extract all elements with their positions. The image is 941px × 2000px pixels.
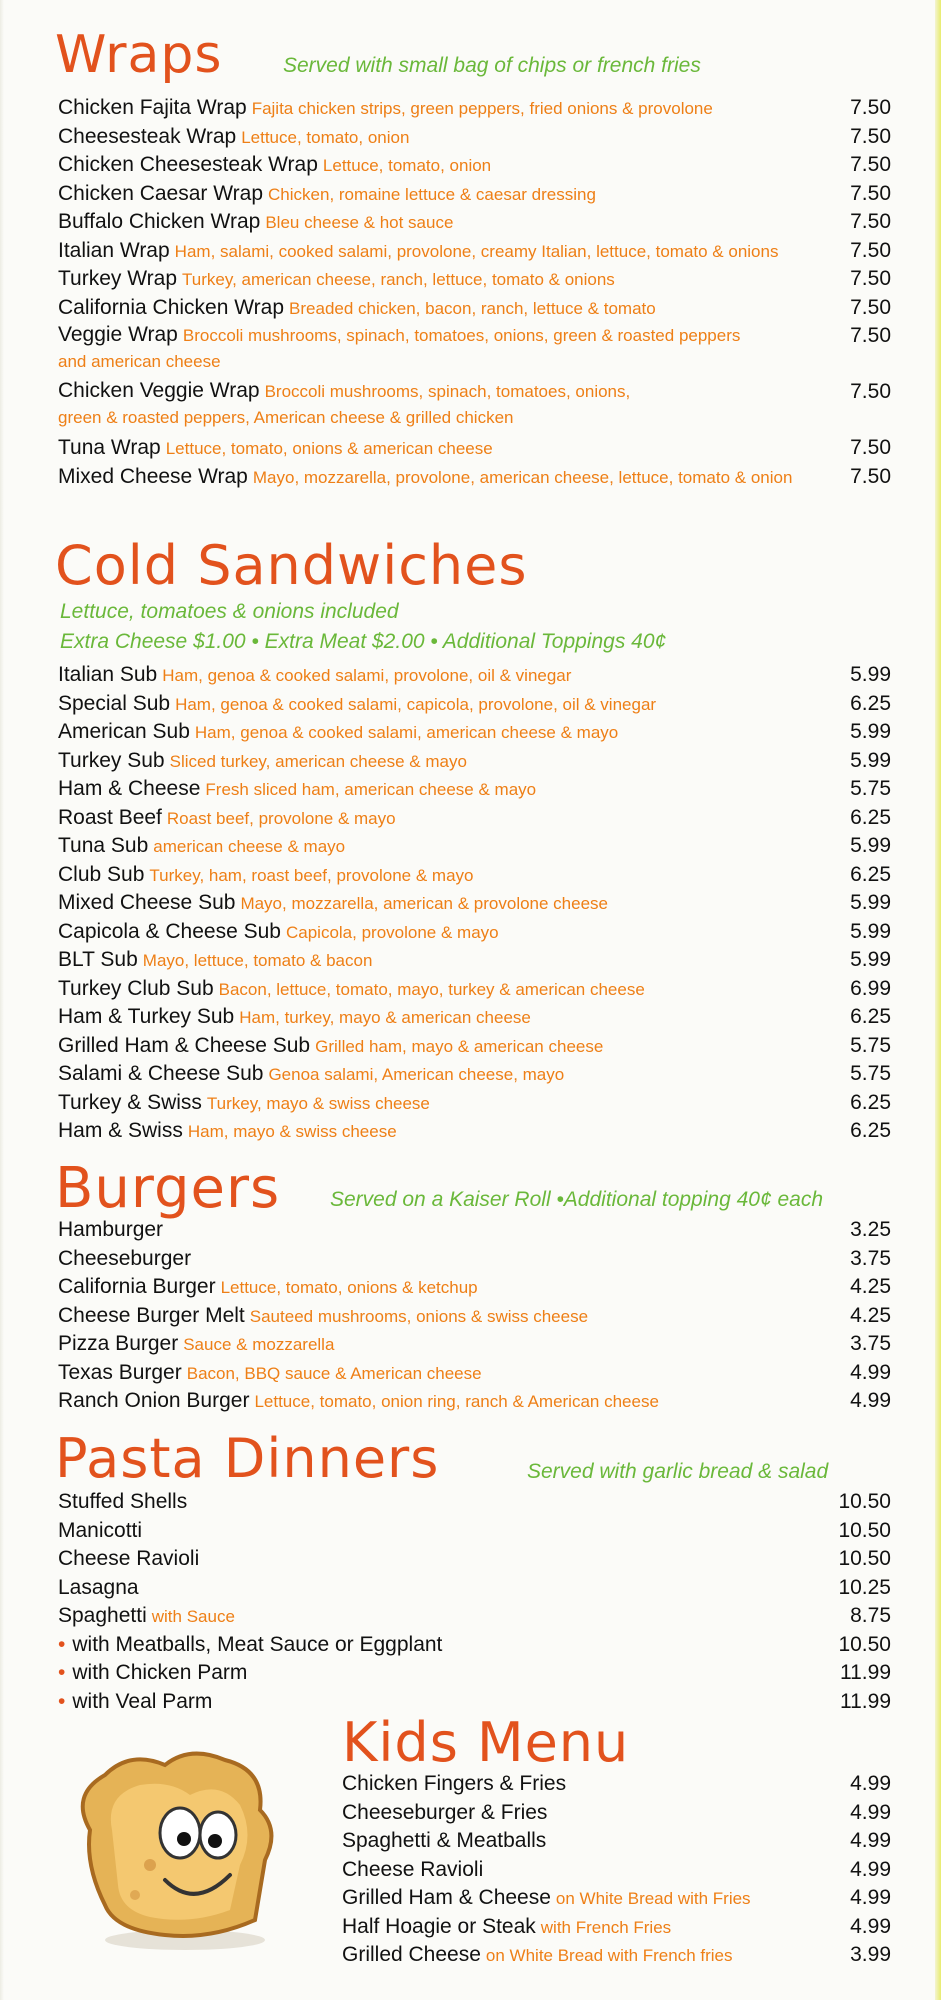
- pasta-dinners-title: Pasta Dinners: [55, 1427, 440, 1490]
- wraps-section: [0, 24, 941, 491]
- menu-item-name: Turkey Wrap: [58, 267, 178, 290]
- menu-item-price: 11.99: [840, 1661, 891, 1684]
- menu-item-name: Grilled Ham & Cheese: [342, 1886, 551, 1909]
- menu-item-name-line: [58, 832, 345, 862]
- menu-item-name: Roast Beef: [58, 805, 162, 829]
- menu-item-description: Lettuce, tomato, onions & ketchup: [220, 1278, 478, 1297]
- menu-item-name-line: [58, 861, 474, 891]
- menu-item-name: California Chicken Wrap: [58, 295, 285, 319]
- menu-item-row: [0, 690, 941, 719]
- menu-item-price: 3.99: [850, 1943, 891, 1966]
- menu-item-description: Turkey, american cheese, ranch, lettuce, tomato & onions: [182, 270, 615, 289]
- menu-item-name-line: [58, 1089, 430, 1119]
- menu-item-price: 4.99: [850, 1772, 891, 1795]
- menu-item-name-line: [58, 1273, 478, 1303]
- menu-item-description: Bacon, BBQ sauce & American cheese: [186, 1363, 482, 1383]
- menu-item-description: Fresh sliced ham, american cheese & mayo: [205, 780, 537, 799]
- menu-item-row: [0, 1302, 941, 1331]
- menu-item-name-line: [342, 1884, 751, 1914]
- menu-item-name-line: [58, 94, 713, 124]
- menu-item-price: 5.99: [850, 891, 891, 914]
- menu-item-description: with Sauce: [151, 1607, 235, 1626]
- menu-item-description: Bleu cheese & hot sauce: [265, 213, 454, 232]
- menu-item-name-line: [58, 294, 656, 324]
- cold-sandwiches-header: [0, 535, 941, 597]
- menu-item-name: Tuna Wrap: [58, 436, 161, 459]
- cold-sandwiches-section: [0, 535, 941, 1146]
- menu-item-name: Stuffed Shells: [58, 1490, 188, 1513]
- menu-item-name-line: [342, 1913, 671, 1943]
- menu-item-row: [0, 1488, 941, 1517]
- menu-item-name: Spaghetti: [58, 1604, 147, 1627]
- menu-item-price: 3.75: [850, 1332, 891, 1355]
- menu-item-description: Breaded chicken, bacon, ranch, lettuce & tomato: [289, 298, 656, 318]
- menu-item-name-line: [58, 1302, 588, 1332]
- kids-menu-list: [330, 1770, 941, 1970]
- menu-item-name-line: [58, 1387, 659, 1417]
- menu-item-name: Cheesesteak Wrap: [58, 124, 237, 148]
- menu-item-price: 4.99: [850, 1800, 891, 1824]
- menu-item-name-line: [58, 180, 596, 210]
- cold-sandwiches-title: Cold Sandwiches: [55, 534, 528, 597]
- menu-item-name-line: [58, 804, 396, 834]
- menu-item-row: [0, 918, 941, 947]
- menu-item-name-line: [342, 1827, 546, 1856]
- menu-item-description: Turkey, mayo & swiss cheese: [206, 1093, 430, 1113]
- menu-item-price: 7.50: [850, 124, 891, 148]
- menu-item-price: 11.99: [840, 1689, 891, 1713]
- bullet-marker: •: [58, 1661, 66, 1684]
- menu-item-description: Lettuce, tomato, onion: [322, 156, 492, 175]
- menu-item-price: 10.50: [838, 1518, 891, 1542]
- menu-item-description: on White Bread with Fries: [555, 1889, 751, 1908]
- menu-item-row: [0, 946, 941, 975]
- menu-item-description: with French Fries: [540, 1917, 672, 1937]
- pasta-dinners-subtitle: Served with garlic bread & salad: [527, 1460, 829, 1483]
- menu-item-row: [0, 1359, 941, 1388]
- menu-item-row: [0, 123, 941, 152]
- menu-item-name-line: [58, 1488, 187, 1517]
- menu-item-name: Texas Burger: [58, 1360, 182, 1384]
- bullet-marker: •: [58, 1689, 66, 1713]
- menu-item-name: BLT Sub: [58, 948, 138, 971]
- kids-menu-title: Kids Menu: [342, 1711, 630, 1774]
- menu-item-name-line: [58, 378, 818, 404]
- wraps-subtitle: Served with small bag of chips or french fries: [283, 54, 701, 77]
- menu-item-name-line: [58, 1003, 531, 1033]
- menu-item-price: 4.99: [850, 1886, 891, 1909]
- menu-item-row: [0, 1060, 941, 1089]
- burgers-header: [0, 1158, 941, 1220]
- menu-item-price: 7.50: [850, 295, 891, 319]
- menu-item-name-line: [58, 151, 491, 181]
- menu-item-description: Sauce & mozzarella: [183, 1335, 335, 1354]
- menu-item-price: 5.75: [850, 1033, 891, 1057]
- menu-item-price: 5.99: [850, 720, 891, 743]
- menu-item-price: 5.99: [850, 834, 891, 857]
- menu-item-name: Ham & Swiss: [58, 1119, 183, 1142]
- menu-item-price: 4.25: [850, 1275, 891, 1298]
- menu-item-row: [0, 661, 941, 690]
- menu-item-name-line: [58, 1545, 199, 1574]
- menu-item-name: Tuna Sub: [58, 834, 149, 857]
- menu-item-price: 6.25: [850, 805, 891, 829]
- bullet-marker: •: [58, 1632, 66, 1656]
- menu-item-name: with Meatballs, Meat Sauce or Eggplant: [72, 1632, 443, 1656]
- menu-item-name-line: [58, 208, 453, 238]
- menu-item-row: [0, 94, 941, 123]
- menu-item-price: 6.25: [850, 862, 891, 886]
- menu-item-name: Ham & Cheese: [58, 777, 201, 800]
- menu-item-name: Buffalo Chicken Wrap: [58, 210, 261, 233]
- menu-item-price: 7.50: [850, 181, 891, 205]
- menu-item-name-line: [58, 1216, 163, 1245]
- menu-item-name-line: [58, 1032, 603, 1062]
- burgers-section: [0, 1158, 941, 1416]
- menu-item-name-line: [58, 1245, 191, 1274]
- menu-item-price: 3.75: [850, 1246, 891, 1270]
- menu-item-name: Chicken Fajita Wrap: [58, 96, 247, 119]
- menu-item-row: [330, 1884, 941, 1913]
- menu-item-description-continued: green & roasted peppers, American cheese & grilled chicken: [58, 408, 514, 427]
- menu-item-name: Club Sub: [58, 862, 145, 886]
- menu-item-description: Ham, genoa & cooked salami, capicola, provolone, oil & vinegar: [175, 694, 657, 714]
- menu-item-price: 8.75: [850, 1604, 891, 1627]
- menu-item-row: [0, 463, 941, 492]
- menu-item-row: [0, 747, 941, 776]
- menu-item-name-line: [58, 1517, 142, 1546]
- menu-item-name-line: [58, 265, 615, 295]
- menu-item-row: [0, 1574, 941, 1603]
- menu-item-name-line: [58, 322, 818, 348]
- menu-item-name-line: [58, 690, 656, 720]
- menu-item-description: Lettuce, tomato, onion ring, ranch & American cheese: [254, 1392, 659, 1411]
- menu-item-name: Turkey & Swiss: [58, 1090, 202, 1114]
- menu-item-name: Hamburger: [58, 1218, 164, 1241]
- kids-menu-section: [330, 1712, 941, 1970]
- menu-item-row: [0, 265, 941, 294]
- menu-item-price: 10.25: [838, 1575, 891, 1599]
- menu-item-description: Ham, turkey, mayo & american cheese: [239, 1008, 531, 1027]
- menu-item-name: Cheeseburger & Fries: [342, 1800, 548, 1824]
- menu-item-name: Lasagna: [58, 1575, 139, 1599]
- menu-item-row: [0, 889, 941, 918]
- menu-item-description: Bacon, lettuce, tomato, mayo, turkey & american cheese: [218, 979, 645, 999]
- menu-item-description-continued: and american cheese: [58, 352, 221, 371]
- cold-sandwiches-note-included: Lettuce, tomatoes & onions included: [60, 600, 399, 623]
- menu-item-name: Chicken Veggie Wrap: [58, 379, 260, 402]
- menu-item-name: Cheese Burger Melt: [58, 1303, 245, 1327]
- menu-item-row: [0, 1602, 941, 1631]
- menu-item-price: 7.50: [850, 324, 891, 347]
- menu-item-name: Salami & Cheese Sub: [58, 1062, 264, 1085]
- menu-item-name-line: [58, 463, 792, 493]
- menu-item-name: Chicken Caesar Wrap: [58, 181, 264, 205]
- menu-item-row: [0, 151, 941, 180]
- menu-item-price: 7.50: [850, 153, 891, 176]
- menu-item-name-line: [58, 1574, 139, 1603]
- menu-item-row: [0, 1003, 941, 1032]
- menu-item-price: 3.25: [850, 1218, 891, 1241]
- menu-item-name-line: [58, 1330, 334, 1360]
- menu-item-price: 4.99: [850, 1829, 891, 1852]
- menu-item-name-line: [342, 1941, 733, 1971]
- menu-item-name: Cheese Ravioli: [342, 1857, 484, 1881]
- menu-item-name: Cheeseburger: [58, 1246, 192, 1270]
- menu-item-description: Lettuce, tomato, onion: [241, 127, 410, 147]
- menu-item-price: 7.50: [850, 267, 891, 290]
- menu-item-name-line: [58, 237, 778, 267]
- menu-item-row: [330, 1856, 941, 1885]
- menu-item-row: [0, 1631, 941, 1660]
- menu-item-name: Italian Sub: [58, 663, 158, 686]
- menu-item-description: Mayo, lettuce, tomato & bacon: [142, 951, 373, 970]
- menu-item-row: [0, 208, 941, 237]
- menu-item-price: 7.50: [850, 380, 891, 403]
- menu-item-price: 6.25: [850, 691, 891, 715]
- menu-item-price: 5.99: [850, 948, 891, 971]
- menu-item-row: [0, 1216, 941, 1245]
- menu-item-description: Broccoli mushrooms, spinach, tomatoes, onions,: [264, 382, 631, 401]
- menu-item-description: Fajita chicken strips, green peppers, fried onions & provolone: [251, 99, 713, 118]
- menu-item-row: [0, 1517, 941, 1546]
- menu-item-price: 7.50: [850, 238, 891, 262]
- menu-item-name: Manicotti: [58, 1518, 143, 1542]
- menu-item-row: [330, 1941, 941, 1970]
- menu-item-name-line: [58, 1631, 442, 1660]
- menu-item-name-line: [58, 1659, 247, 1688]
- wraps-title: Wraps: [55, 25, 223, 85]
- wraps-header: [0, 24, 941, 86]
- menu-item-price: 10.50: [838, 1490, 891, 1513]
- menu-item-name: American Sub: [58, 720, 190, 743]
- menu-item-name: Turkey Sub: [58, 748, 165, 772]
- menu-item-description: Ham, genoa & cooked salami, provolone, oil & vinegar: [162, 666, 572, 685]
- menu-item-description: Mayo, mozzarella, provolone, american cheese, lettuce, tomato & onion: [252, 467, 793, 487]
- menu-item-name: Chicken Cheesesteak Wrap: [58, 153, 318, 176]
- menu-item-price: 4.99: [850, 1389, 891, 1412]
- menu-item-description: Capicola, provolone & mayo: [285, 922, 499, 942]
- menu-item-name: Pizza Burger: [58, 1332, 179, 1355]
- menu-item-name-line: [58, 775, 536, 805]
- menu-item-price: 6.25: [850, 1005, 891, 1028]
- cold-sandwiches-list: [0, 661, 941, 1146]
- menu-item-description: Genoa salami, American cheese, mayo: [268, 1065, 565, 1084]
- menu-item-name: Cheese Ravioli: [58, 1547, 200, 1570]
- pasta-dinners-section: [0, 1428, 941, 1716]
- burgers-title: Burgers: [55, 1156, 281, 1221]
- menu-item-name-line: [58, 718, 618, 748]
- menu-item-price: 4.99: [850, 1857, 891, 1881]
- menu-item-description: Chicken, romaine lettuce & caesar dressing: [268, 184, 596, 204]
- menu-item-name: California Burger: [58, 1275, 216, 1298]
- menu-item-description: Ham, genoa & cooked salami, american cheese & mayo: [194, 723, 619, 742]
- menu-item-name: Chicken Fingers & Fries: [342, 1772, 567, 1795]
- menu-item-row: [0, 322, 941, 378]
- menu-item-row: [0, 1032, 941, 1061]
- menu-item-name-line: [58, 1060, 564, 1090]
- menu-item-name-line: [342, 1856, 483, 1885]
- menu-item-name: Mixed Cheese Wrap: [58, 464, 248, 488]
- menu-item-row: [0, 180, 941, 209]
- menu-item-description: Mayo, mozzarella, american & provolone cheese: [240, 894, 609, 913]
- menu-item-price: 10.50: [838, 1547, 891, 1570]
- menu-item-description: american cheese & mayo: [153, 837, 346, 856]
- menu-item-name: Capicola & Cheese Sub: [58, 919, 281, 943]
- menu-item-row: [0, 1387, 941, 1416]
- menu-item-name-line: [342, 1799, 547, 1828]
- menu-item-price: 4.99: [850, 1914, 891, 1938]
- menu-item-price: 6.25: [850, 1090, 891, 1114]
- menu-item-description: Roast beef, provolone & mayo: [166, 808, 396, 828]
- menu-item-row: [0, 1117, 941, 1146]
- menu-item-description: Turkey, ham, roast beef, provolone & mayo: [149, 865, 474, 885]
- menu-item-price: 7.50: [850, 210, 891, 233]
- menu-item-name: Grilled Cheese: [342, 1943, 481, 1966]
- cold-sandwiches-note-extras: Extra Cheese $1.00 • Extra Meat $2.00 • Additional Toppings 40¢: [60, 630, 667, 653]
- menu-item-price: 5.99: [850, 748, 891, 772]
- menu-item-row: [330, 1913, 941, 1942]
- menu-item-price: 7.50: [850, 436, 891, 459]
- menu-item-name-line: [58, 975, 645, 1005]
- menu-item-description: Sauteed mushrooms, onions & swiss cheese: [249, 1306, 589, 1326]
- menu-item-name-line: [58, 946, 372, 976]
- menu-item-name: Grilled Ham & Cheese Sub: [58, 1033, 311, 1057]
- menu-item-price: 4.99: [850, 1360, 891, 1384]
- menu-item-name: with Chicken Parm: [72, 1661, 248, 1684]
- menu-item-row: [0, 775, 941, 804]
- menu-item-price: 4.25: [850, 1303, 891, 1327]
- menu-item-price: 5.99: [850, 663, 891, 686]
- menu-item-price: 6.99: [850, 976, 891, 1000]
- menu-item-name-line: [342, 1770, 566, 1799]
- menu-item-row: [0, 378, 941, 434]
- menu-item-name: Mixed Cheese Sub: [58, 891, 236, 914]
- menu-item-name: Italian Wrap: [58, 238, 170, 262]
- menu-item-price: 5.75: [850, 777, 891, 800]
- menu-item-price: 6.25: [850, 1119, 891, 1142]
- menu-item-row: [0, 975, 941, 1004]
- pasta-dinners-header: [0, 1428, 941, 1490]
- menu-item-row: [0, 1245, 941, 1274]
- menu-item-description: Grilled ham, mayo & american cheese: [315, 1036, 604, 1056]
- menu-item-row: [0, 294, 941, 323]
- menu-item-name-line: [58, 1359, 482, 1389]
- menu-item-name-line: [58, 661, 571, 691]
- menu-item-row: [0, 832, 941, 861]
- menu-item-name-line: [58, 1688, 212, 1717]
- menu-item-name-line: [58, 1602, 235, 1632]
- menu-item-description: Lettuce, tomato, onions & american cheese: [165, 439, 493, 458]
- kids-menu-header: [330, 1712, 941, 1774]
- menu-item-description: Sliced turkey, american cheese & mayo: [169, 751, 467, 771]
- menu-item-price: 7.50: [850, 96, 891, 119]
- menu-item-name: Special Sub: [58, 691, 171, 715]
- menu-item-name-line: [58, 747, 467, 777]
- toast-mascot-image: [60, 1735, 300, 1955]
- menu-item-row: [0, 861, 941, 890]
- menu-item-description: Ham, salami, cooked salami, provolone, creamy Italian, lettuce, tomato & onions: [174, 241, 779, 261]
- menu-item-name: Veggie Wrap: [58, 323, 178, 346]
- menu-item-row: [0, 1089, 941, 1118]
- burgers-subtitle: Served on a Kaiser Roll •Additional topping 40¢ each: [330, 1188, 824, 1211]
- menu-item-name-line: [58, 918, 499, 948]
- menu-item-row: [0, 1273, 941, 1302]
- menu-item-name: Spaghetti & Meatballs: [342, 1829, 547, 1852]
- menu-item-row: [0, 1545, 941, 1574]
- burgers-list: [0, 1216, 941, 1416]
- menu-item-row: [0, 718, 941, 747]
- menu-item-row: [0, 1330, 941, 1359]
- menu-item-price: 7.50: [850, 464, 891, 488]
- menu-item-row: [0, 1659, 941, 1688]
- menu-item-row: [0, 237, 941, 266]
- menu-item-name-line: [58, 123, 409, 153]
- menu-item-row: [330, 1827, 941, 1856]
- menu-item-price: 5.99: [850, 919, 891, 943]
- menu-item-name: with Veal Parm: [72, 1689, 213, 1713]
- menu-item-price: 5.75: [850, 1062, 891, 1085]
- pasta-dinners-list: [0, 1488, 941, 1716]
- menu-item-name-line: [58, 1117, 397, 1147]
- menu-item-name: Half Hoagie or Steak: [342, 1914, 536, 1938]
- menu-item-description: Ham, mayo & swiss cheese: [187, 1122, 397, 1141]
- menu-item-name: Ranch Onion Burger: [58, 1389, 250, 1412]
- menu-item-description: Broccoli mushrooms, spinach, tomatoes, onions, green & roasted peppers: [182, 326, 741, 345]
- wraps-list: [0, 94, 941, 491]
- cold-sandwiches-notes: [0, 597, 941, 657]
- menu-item-name: Turkey Club Sub: [58, 976, 214, 1000]
- menu-item-name-line: [58, 889, 608, 919]
- menu-item-row: [0, 804, 941, 833]
- menu-item-row: [330, 1799, 941, 1828]
- menu-item-row: [330, 1770, 941, 1799]
- menu-item-description: on White Bread with French fries: [485, 1946, 733, 1965]
- menu-item-name: Ham & Turkey Sub: [58, 1005, 235, 1028]
- menu-item-name-line: [58, 434, 493, 464]
- menu-item-price: 10.50: [838, 1632, 891, 1656]
- menu-item-row: [0, 434, 941, 463]
